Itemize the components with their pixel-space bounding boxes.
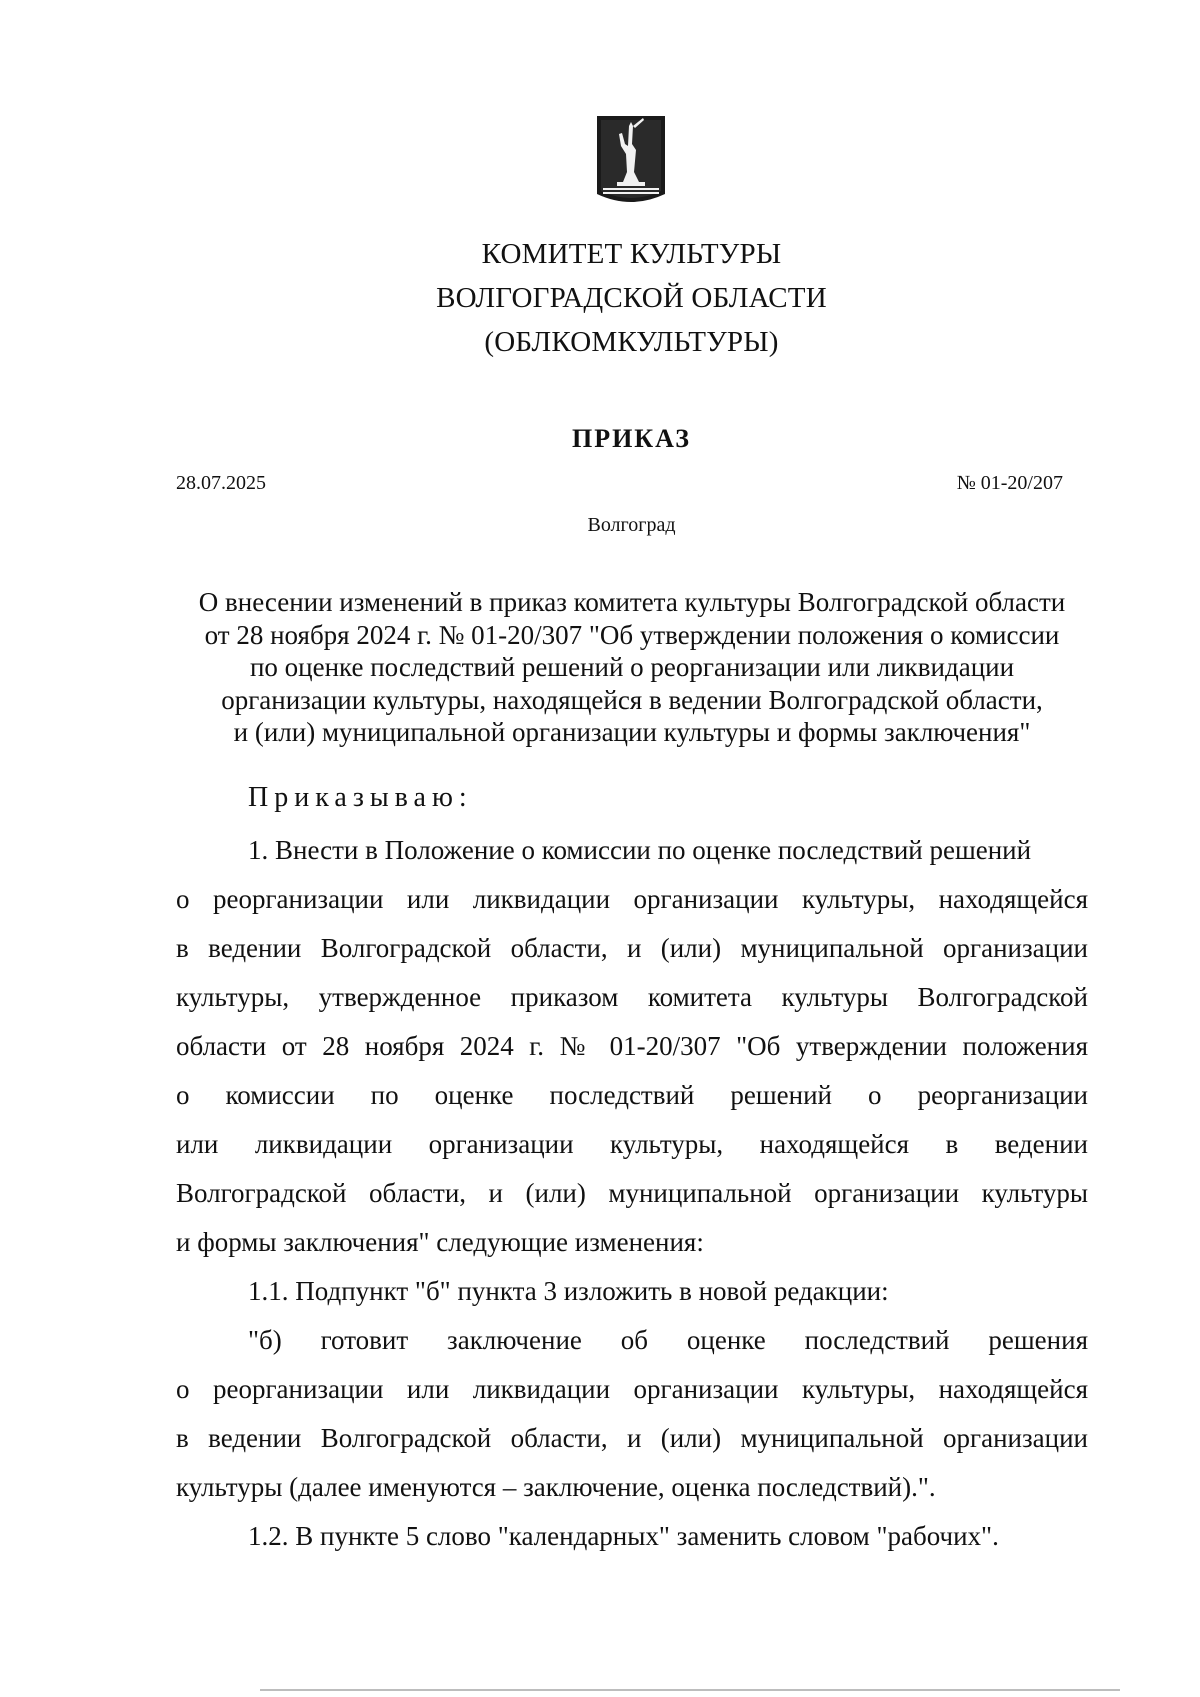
- subject-line: от 28 ноября 2024 г. № 01-20/307 "Об утверждении положения о комиссии: [204, 619, 1060, 650]
- body-line: 1.1. Подпункт "б" пункта 3 изложить в новой редакции:: [248, 1276, 889, 1306]
- document-number: № 01-20/207: [956, 472, 1063, 494]
- volgograd-emblem-icon: [595, 114, 667, 210]
- body-line: 1. Внести в Положение о комиссии по оценке последствий решений: [248, 835, 1032, 865]
- document-date: 28.07.2025: [176, 472, 266, 494]
- subject-line: по оценке последствий решений о реорганизации или ликвидации: [249, 652, 1015, 682]
- subject-line: О внесении изменений в приказ комитета культуры Волгоградской области: [198, 587, 1066, 617]
- body-line: в ведении Волгоградской области, и (или) муниципальной организации: [176, 1423, 1088, 1453]
- page-bottom-rule: [260, 1689, 1120, 1691]
- order-word: Приказываю:: [248, 782, 473, 813]
- body-line: о реорганизации или ликвидации организации культуры, находящейся: [176, 884, 1088, 914]
- body-line: или ликвидации организации культуры, находящейся в ведении: [176, 1129, 1088, 1159]
- org-line-1: КОМИТЕТ КУЛЬТУРЫ: [481, 238, 782, 270]
- org-line-3: (ОБЛКОМКУЛЬТУРЫ): [484, 326, 779, 358]
- body-line: о реорганизации или ликвидации организации культуры, находящейся: [176, 1374, 1088, 1404]
- body-line: области от 28 ноября 2024 г. № 01-20/307 "Об утверждении положения: [176, 1031, 1088, 1061]
- document-city: Волгоград: [587, 514, 676, 536]
- body-line: о комиссии по оценке последствий решений о реорганизации: [176, 1080, 1088, 1110]
- body-line: Волгоградской области, и (или) муниципальной организации культуры: [176, 1178, 1088, 1208]
- body-line: культуры (далее именуются – заключение, оценка последствий).".: [176, 1472, 936, 1502]
- body-line: культуры, утвержденное приказом комитета культуры Волгоградской: [176, 982, 1088, 1012]
- organization-name: [0, 232, 1200, 364]
- subject-line: организации культуры, находящейся в ведении Волгоградской области,: [221, 684, 1043, 715]
- document-type: ПРИКАЗ: [571, 424, 692, 453]
- body-line: 1.2. В пункте 5 слово "календарных" заменить словом "рабочих".: [248, 1521, 999, 1551]
- body-line: "б) готовит заключение об оценке последствий решения: [248, 1325, 1088, 1355]
- body-line: и формы заключения" следующие изменения:: [176, 1227, 704, 1257]
- body-line: в ведении Волгоградской области, и (или) муниципальной организации: [176, 933, 1088, 963]
- document-body: [176, 826, 1088, 1561]
- document-subject: [166, 586, 1098, 749]
- org-line-2: ВОЛГОГРАДСКОЙ ОБЛАСТИ: [436, 282, 827, 314]
- subject-line: и (или) муниципальной организации культуры и формы заключения": [233, 717, 1031, 747]
